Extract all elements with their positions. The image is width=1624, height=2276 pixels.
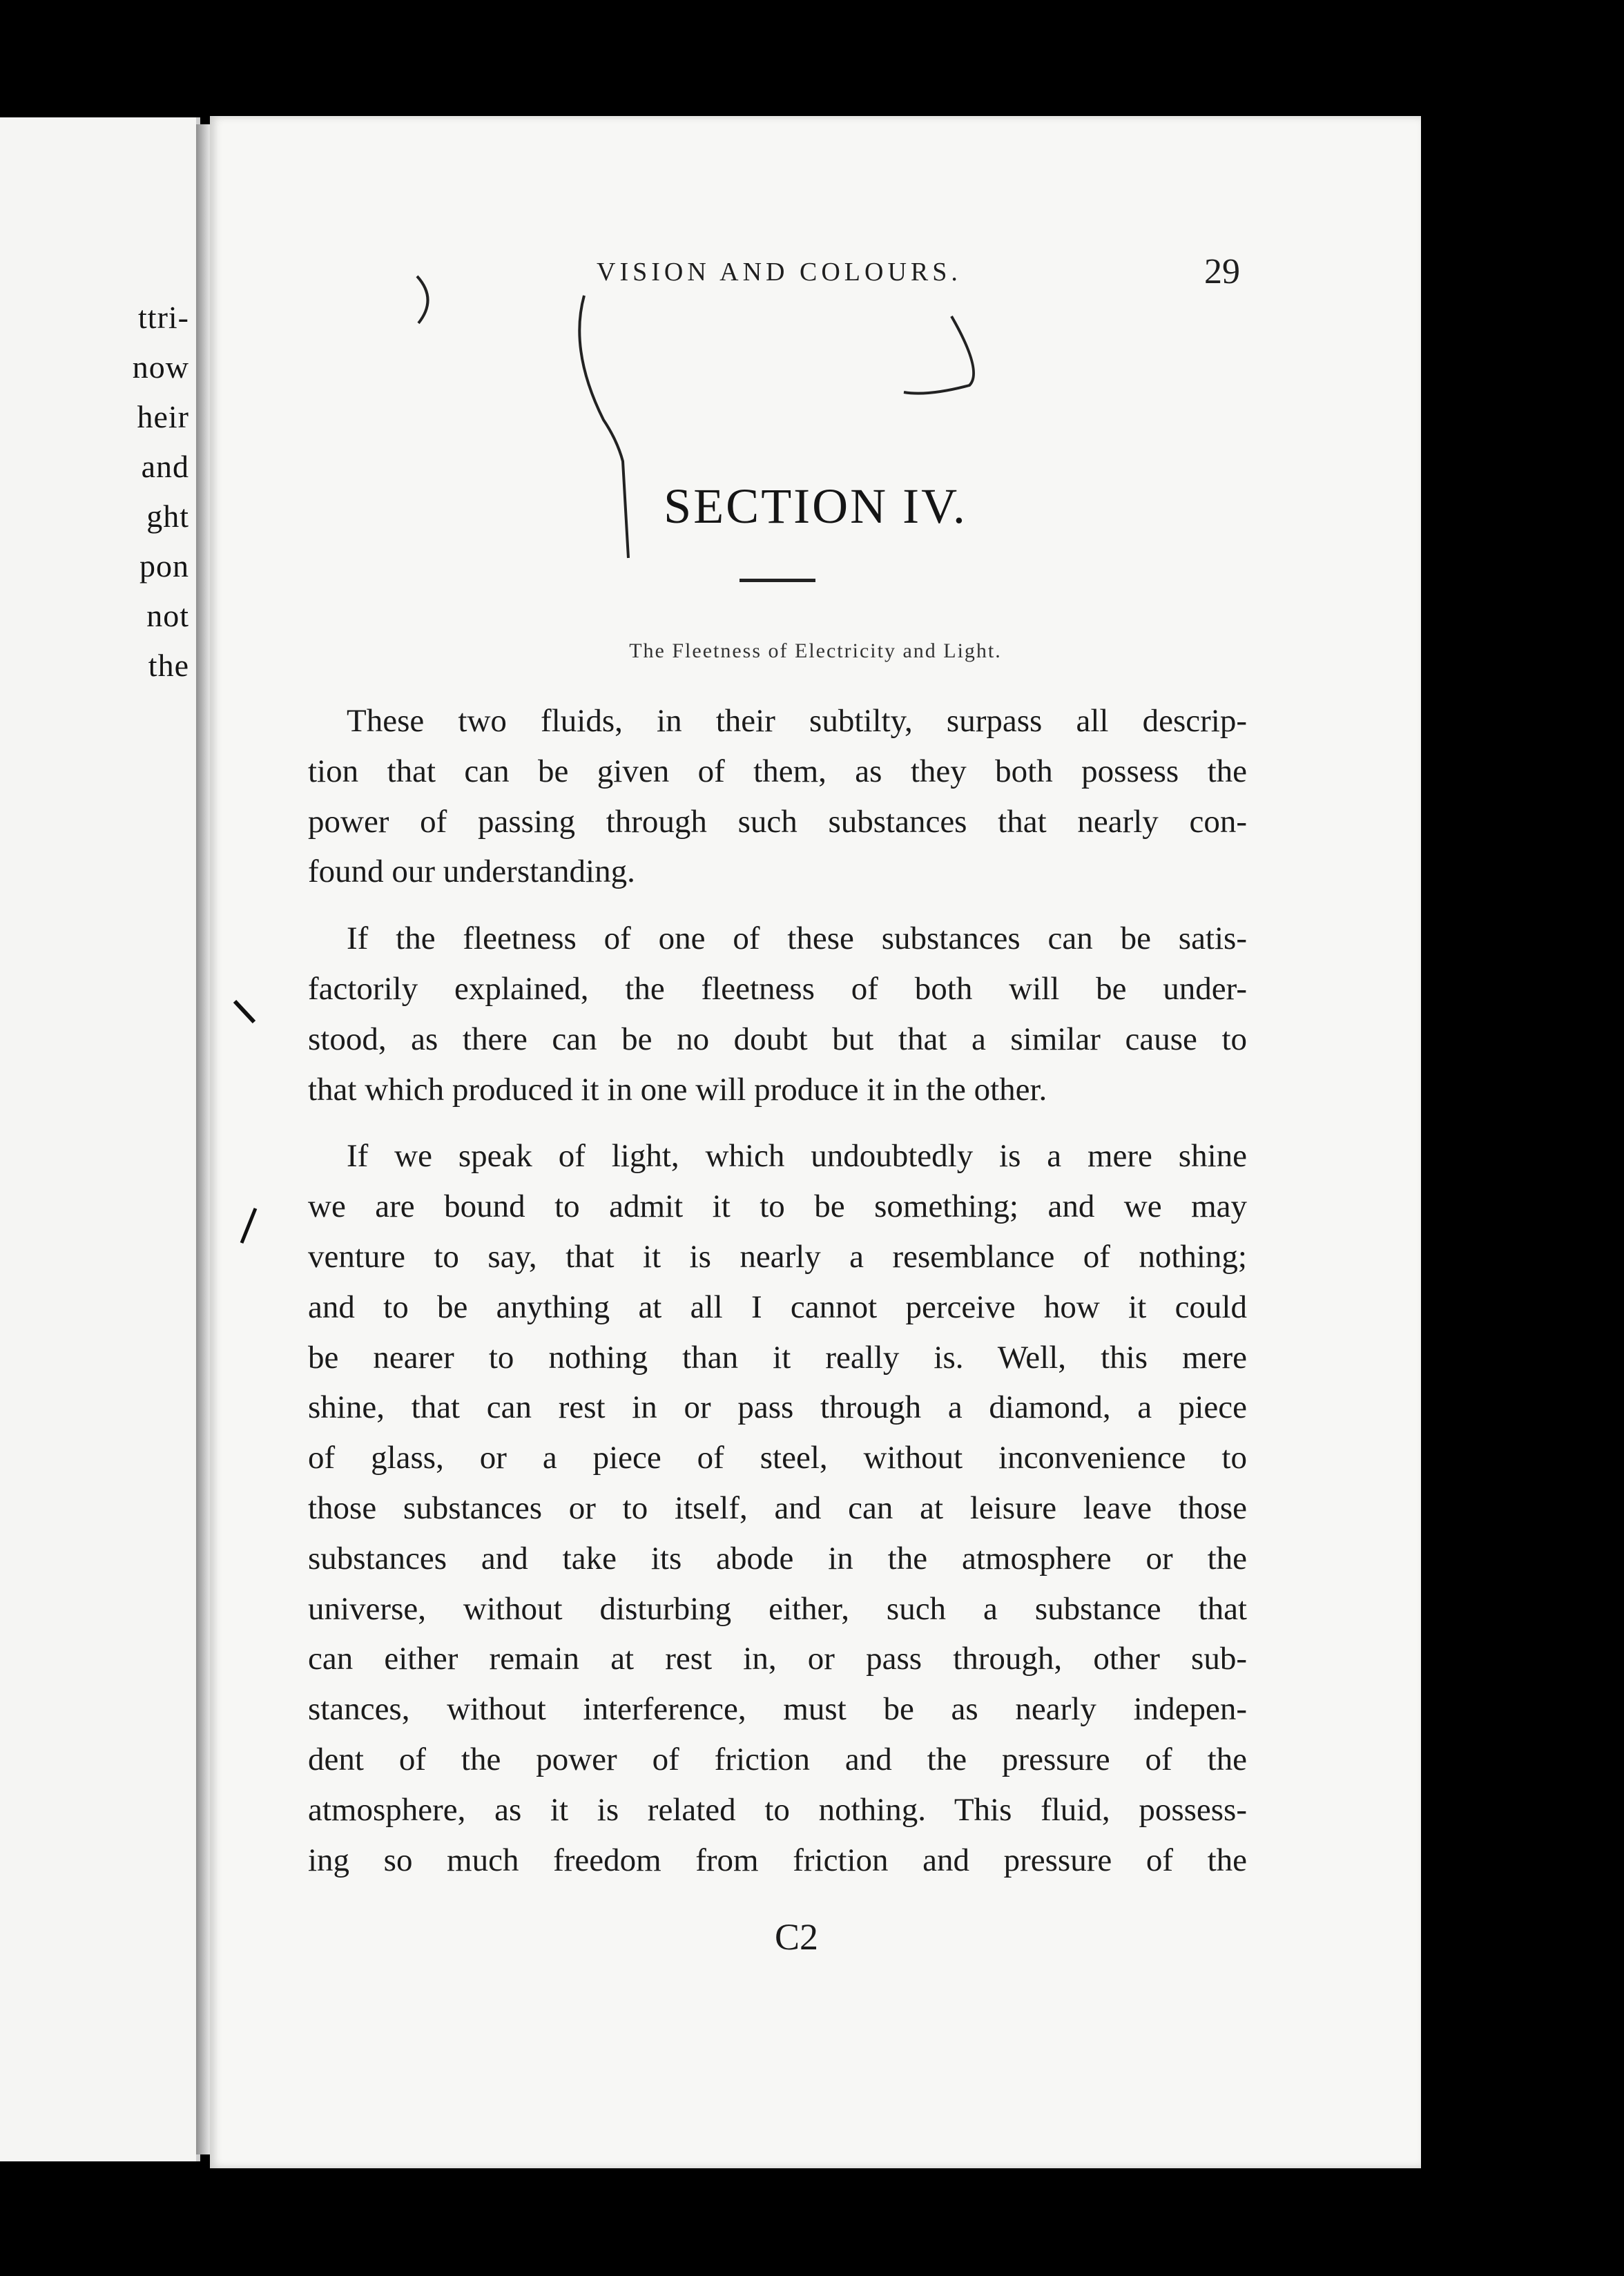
text-line: power of passing through such substances that nearly con-: [308, 803, 1247, 840]
facing-page-line: ght: [146, 499, 189, 534]
paragraph: [308, 914, 1247, 1115]
facing-page-line: pon: [139, 548, 189, 584]
text-line: venture to say, that it is nearly a resemblance of nothing;: [308, 1238, 1247, 1275]
text-line: atmosphere, as it is related to nothing. This fluid, possess-: [308, 1791, 1247, 1828]
facing-page-line: and: [141, 449, 189, 484]
text-line: can either remain at rest in, or pass through, other sub-: [308, 1641, 1247, 1677]
facing-page-line: ttri-: [138, 300, 189, 335]
book-page: [210, 116, 1421, 2168]
text-line: stood, as there can be no doubt but that a similar cause to: [308, 1021, 1247, 1057]
text-line: If the fleetness of one of these substances can be satis-: [347, 920, 1247, 957]
section-title: SECTION IV.: [664, 479, 967, 534]
facing-page-line: not: [146, 598, 189, 633]
margin-marks: [193, 691, 290, 1381]
running-head: VISION AND COLOURS.: [597, 258, 962, 287]
paragraph: [308, 1131, 1247, 1885]
text-line: that which produced it in one will produce it in the other.: [308, 1071, 1047, 1108]
text-line: we are bound to admit it to be something; and we may: [308, 1188, 1247, 1225]
text-line: If we speak of light, which undoubtedly is a mere shine: [347, 1138, 1247, 1175]
text-line: ing so much freedom from friction and pressure of the: [308, 1842, 1247, 1878]
text-line: those substances or to itself, and can at leisure leave those: [308, 1489, 1247, 1526]
title-rule: [740, 579, 815, 582]
paragraph: [308, 696, 1247, 897]
text-line: be nearer to nothing than it really is. Well, this mere: [308, 1339, 1247, 1376]
text-line: These two fluids, in their subtilty, surpass all descrip-: [347, 703, 1247, 739]
text-line: tion that can be given of them, as they both possess the: [308, 753, 1247, 789]
text-line: and to be anything at all I cannot perceive how it could: [308, 1289, 1247, 1325]
text-line: shine, that can rest in or pass through a diamond, a piece: [308, 1389, 1247, 1426]
section-subtitle: The Fleetness of Electricity and Light.: [629, 639, 1002, 662]
text-line: stances, without interference, must be as nearly indepen-: [308, 1691, 1247, 1728]
printer-signature: C2: [775, 1916, 819, 1958]
text-line: factorily explained, the fleetness of both will be under-: [308, 970, 1247, 1007]
text-line: substances and take its abode in the atmosphere or the: [308, 1540, 1247, 1576]
text-line: found our understanding.: [308, 854, 635, 890]
page-number: 29: [1204, 252, 1240, 291]
text-line: of glass, or a piece of steel, without inconvenience to: [308, 1440, 1247, 1476]
facing-page: [0, 117, 200, 2161]
facing-page-line: heir: [137, 399, 189, 434]
facing-page-line: now: [132, 349, 189, 385]
text-line: universe, without disturbing either, such a substance that: [308, 1590, 1247, 1627]
text-line: dent of the power of friction and the pressure of the: [308, 1741, 1247, 1777]
facing-page-line: the: [148, 648, 189, 683]
body-text: [308, 696, 1247, 1885]
